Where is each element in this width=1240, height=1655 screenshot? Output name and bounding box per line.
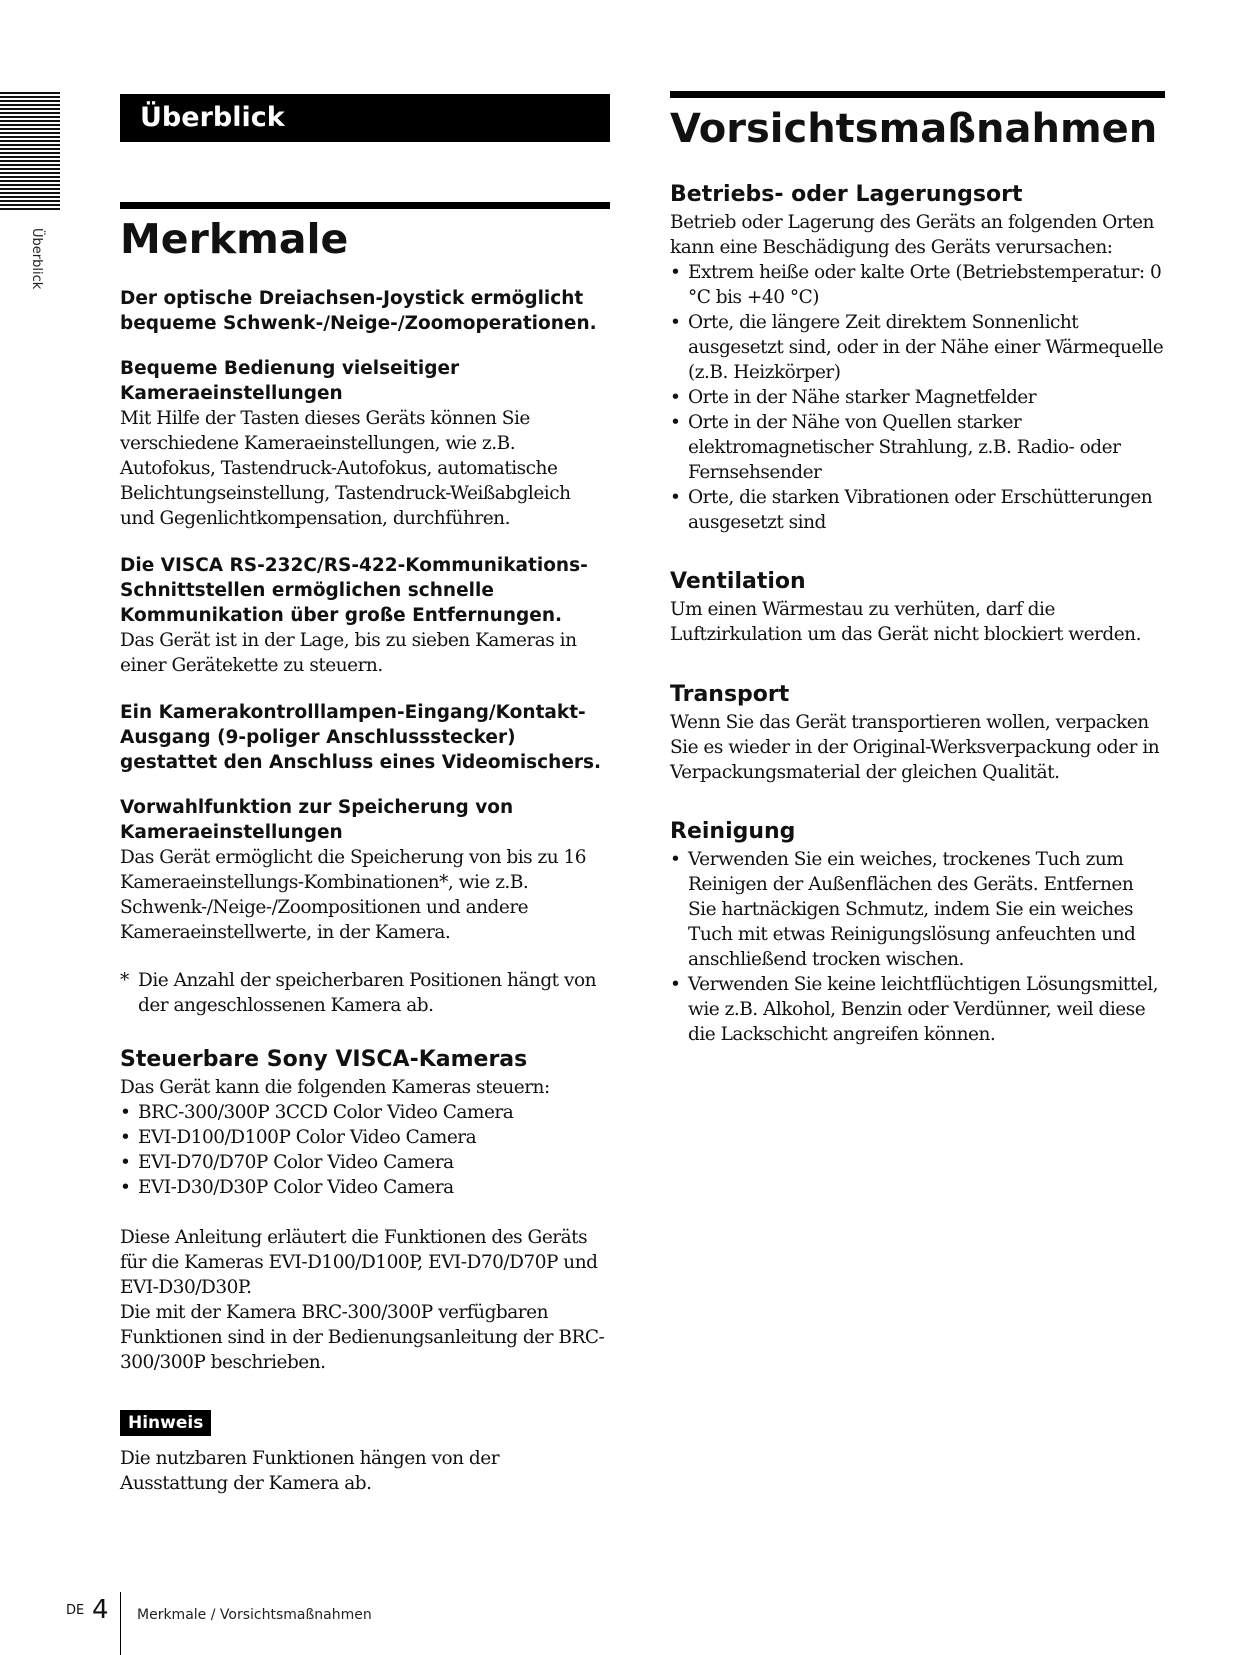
cleaning-heading: Reinigung (670, 819, 796, 844)
cameras-heading: Steuerbare Sony VISCA-Kameras (120, 1047, 528, 1072)
title-rule-left (120, 202, 610, 209)
footnote (120, 968, 608, 1018)
feature-4 (120, 700, 610, 775)
note (120, 1410, 610, 1496)
feature-title: Die VISCA RS-232C/RS-422-Kommunikations-Schnittstellen ermöglichen schnelle Kommunikation über große Entfernungen. (120, 555, 588, 626)
list-item: • Orte in der Nähe von Quellen starker elektromagnetischer Strahlung, z.B. Radio- oder Fernsehsender (670, 410, 1165, 485)
location-section (670, 180, 1165, 535)
note-label: Hinweis (120, 1410, 211, 1436)
transport-heading: Transport (670, 682, 790, 707)
cameras-list (120, 1100, 610, 1200)
list-item: • Orte in der Nähe starker Magnetfelder (670, 385, 1165, 410)
feature-title: Ein Kamerakontrolllampen-Eingang/Kontakt-Ausgang (9-poliger Anschlussstecker) gestattet den Anschluss eines Videomischers. (120, 702, 602, 773)
list-item: • Extrem heiße oder kalte Orte (Betriebstemperatur: 0 °C bis +40 °C) (670, 260, 1165, 310)
list-item: • Orte, die starken Vibrationen oder Erschütterungen ausgesetzt sind (670, 485, 1165, 535)
side-tab-stripes (0, 92, 60, 210)
feature-5 (120, 795, 610, 945)
list-item: • Verwenden Sie ein weiches, trockenes Tuch zum Reinigen der Außenflächen des Geräts. Entfernen Sie hartnäckigen Schmutz, indem Sie ein weiches Tuch mit etwas Reinigungslösung anfeuchten und anschließend trocken wischen. (670, 847, 1165, 972)
feature-title: Vorwahlfunktion zur Speicherung von Kameraeinstellungen (120, 797, 514, 843)
cleaning-section (670, 817, 1165, 1047)
page-title-right: Vorsichtsmaßnahmen (670, 106, 1158, 152)
list-item: • BRC-300/300P 3CCD Color Video Camera (120, 1100, 610, 1125)
cameras-intro: Das Gerät kann die folgenden Kameras steuern: (120, 1077, 550, 1098)
feature-1 (120, 286, 610, 336)
location-intro: Betrieb oder Lagerung des Geräts an folgenden Orten kann eine Beschädigung des Geräts verursachen: (670, 212, 1154, 258)
ventilation-section (670, 567, 1165, 647)
cameras-paragraph: Die mit der Kamera BRC-300/300P verfügbaren Funktionen sind in der Bedienungsanleitung der BRC-300/300P beschrieben. (120, 1302, 605, 1373)
feature-title: Der optische Dreiachsen-Joystick ermöglicht bequeme Schwenk-/Neige-/Zoomoperationen. (120, 288, 597, 334)
footnote-mark: * (120, 970, 129, 991)
list-item: • EVI-D70/D70P Color Video Camera (120, 1150, 610, 1175)
ventilation-text: Um einen Wärmestau zu verhüten, darf die Luftzirkulation um das Gerät nicht blockiert werden. (670, 599, 1141, 645)
list-item: • Orte, die längere Zeit direktem Sonnenlicht ausgesetzt sind, oder in der Nähe einer Wärmequelle (z.B. Heizkörper) (670, 310, 1165, 385)
feature-3 (120, 553, 610, 678)
footer-language: DE (66, 1603, 85, 1618)
list-item: • Verwenden Sie keine leichtflüchtigen Lösungsmittel, wie z.B. Alkohol, Benzin oder Verdünner, weil diese die Lackschicht angreifen können. (670, 972, 1165, 1047)
page-number: 4 (92, 1595, 109, 1625)
transport-section (670, 680, 1165, 785)
feature-text: Das Gerät ermöglicht die Speicherung von bis zu 16 Kameraeinstellungs-Kombinationen*, wie z.B. Schwenk-/Neige-/Zoompositionen und andere Kameraeinstellwerte, in der Kamera. (120, 847, 587, 943)
feature-2 (120, 356, 610, 531)
feature-title: Bequeme Bedienung vielseitiger Kameraeinstellungen (120, 358, 460, 404)
cameras-paragraph: Diese Anleitung erläutert die Funktionen des Geräts für die Kameras EVI-D100/D100P, EVI-D70/D70P und EVI-D30/D30P. (120, 1227, 598, 1298)
note-text: Die nutzbaren Funktionen hängen von der Ausstattung der Kamera ab. (120, 1448, 500, 1494)
footer-divider (120, 1592, 121, 1655)
feature-text: Das Gerät ist in der Lage, bis zu sieben Kameras in einer Gerätekette zu steuern. (120, 630, 577, 676)
location-heading: Betriebs- oder Lagerungsort (670, 182, 1023, 207)
location-list (670, 260, 1165, 535)
list-item: • EVI-D100/D100P Color Video Camera (120, 1125, 610, 1150)
cleaning-list (670, 847, 1165, 1047)
footnote-text: Die Anzahl der speicherbaren Positionen hängt von der angeschlossenen Kamera ab. (138, 970, 596, 1016)
transport-text: Wenn Sie das Gerät transportieren wollen, verpacken Sie es wieder in der Original-Werksverpackung oder in Verpackungsmaterial der gleichen Qualität. (670, 712, 1160, 783)
page-title-left: Merkmale (120, 215, 349, 263)
side-tab-label: Überblick (29, 228, 44, 290)
title-rule-right (670, 91, 1165, 98)
footer-running-title: Merkmale / Vorsichtsmaßnahmen (137, 1607, 372, 1623)
cameras-section (120, 1045, 610, 1375)
ventilation-heading: Ventilation (670, 569, 806, 594)
list-item: • EVI-D30/D30P Color Video Camera (120, 1175, 610, 1200)
feature-text: Mit Hilfe der Tasten dieses Geräts können Sie verschiedene Kameraeinstellungen, wie z.B. Autofokus, Tastendruck-Autofokus, automatische Belichtungseinstellung, Tastendruck-Weißabgleich und Gegenlichtkompensation, durchführen. (120, 408, 571, 529)
section-bar: Überblick (120, 94, 610, 142)
